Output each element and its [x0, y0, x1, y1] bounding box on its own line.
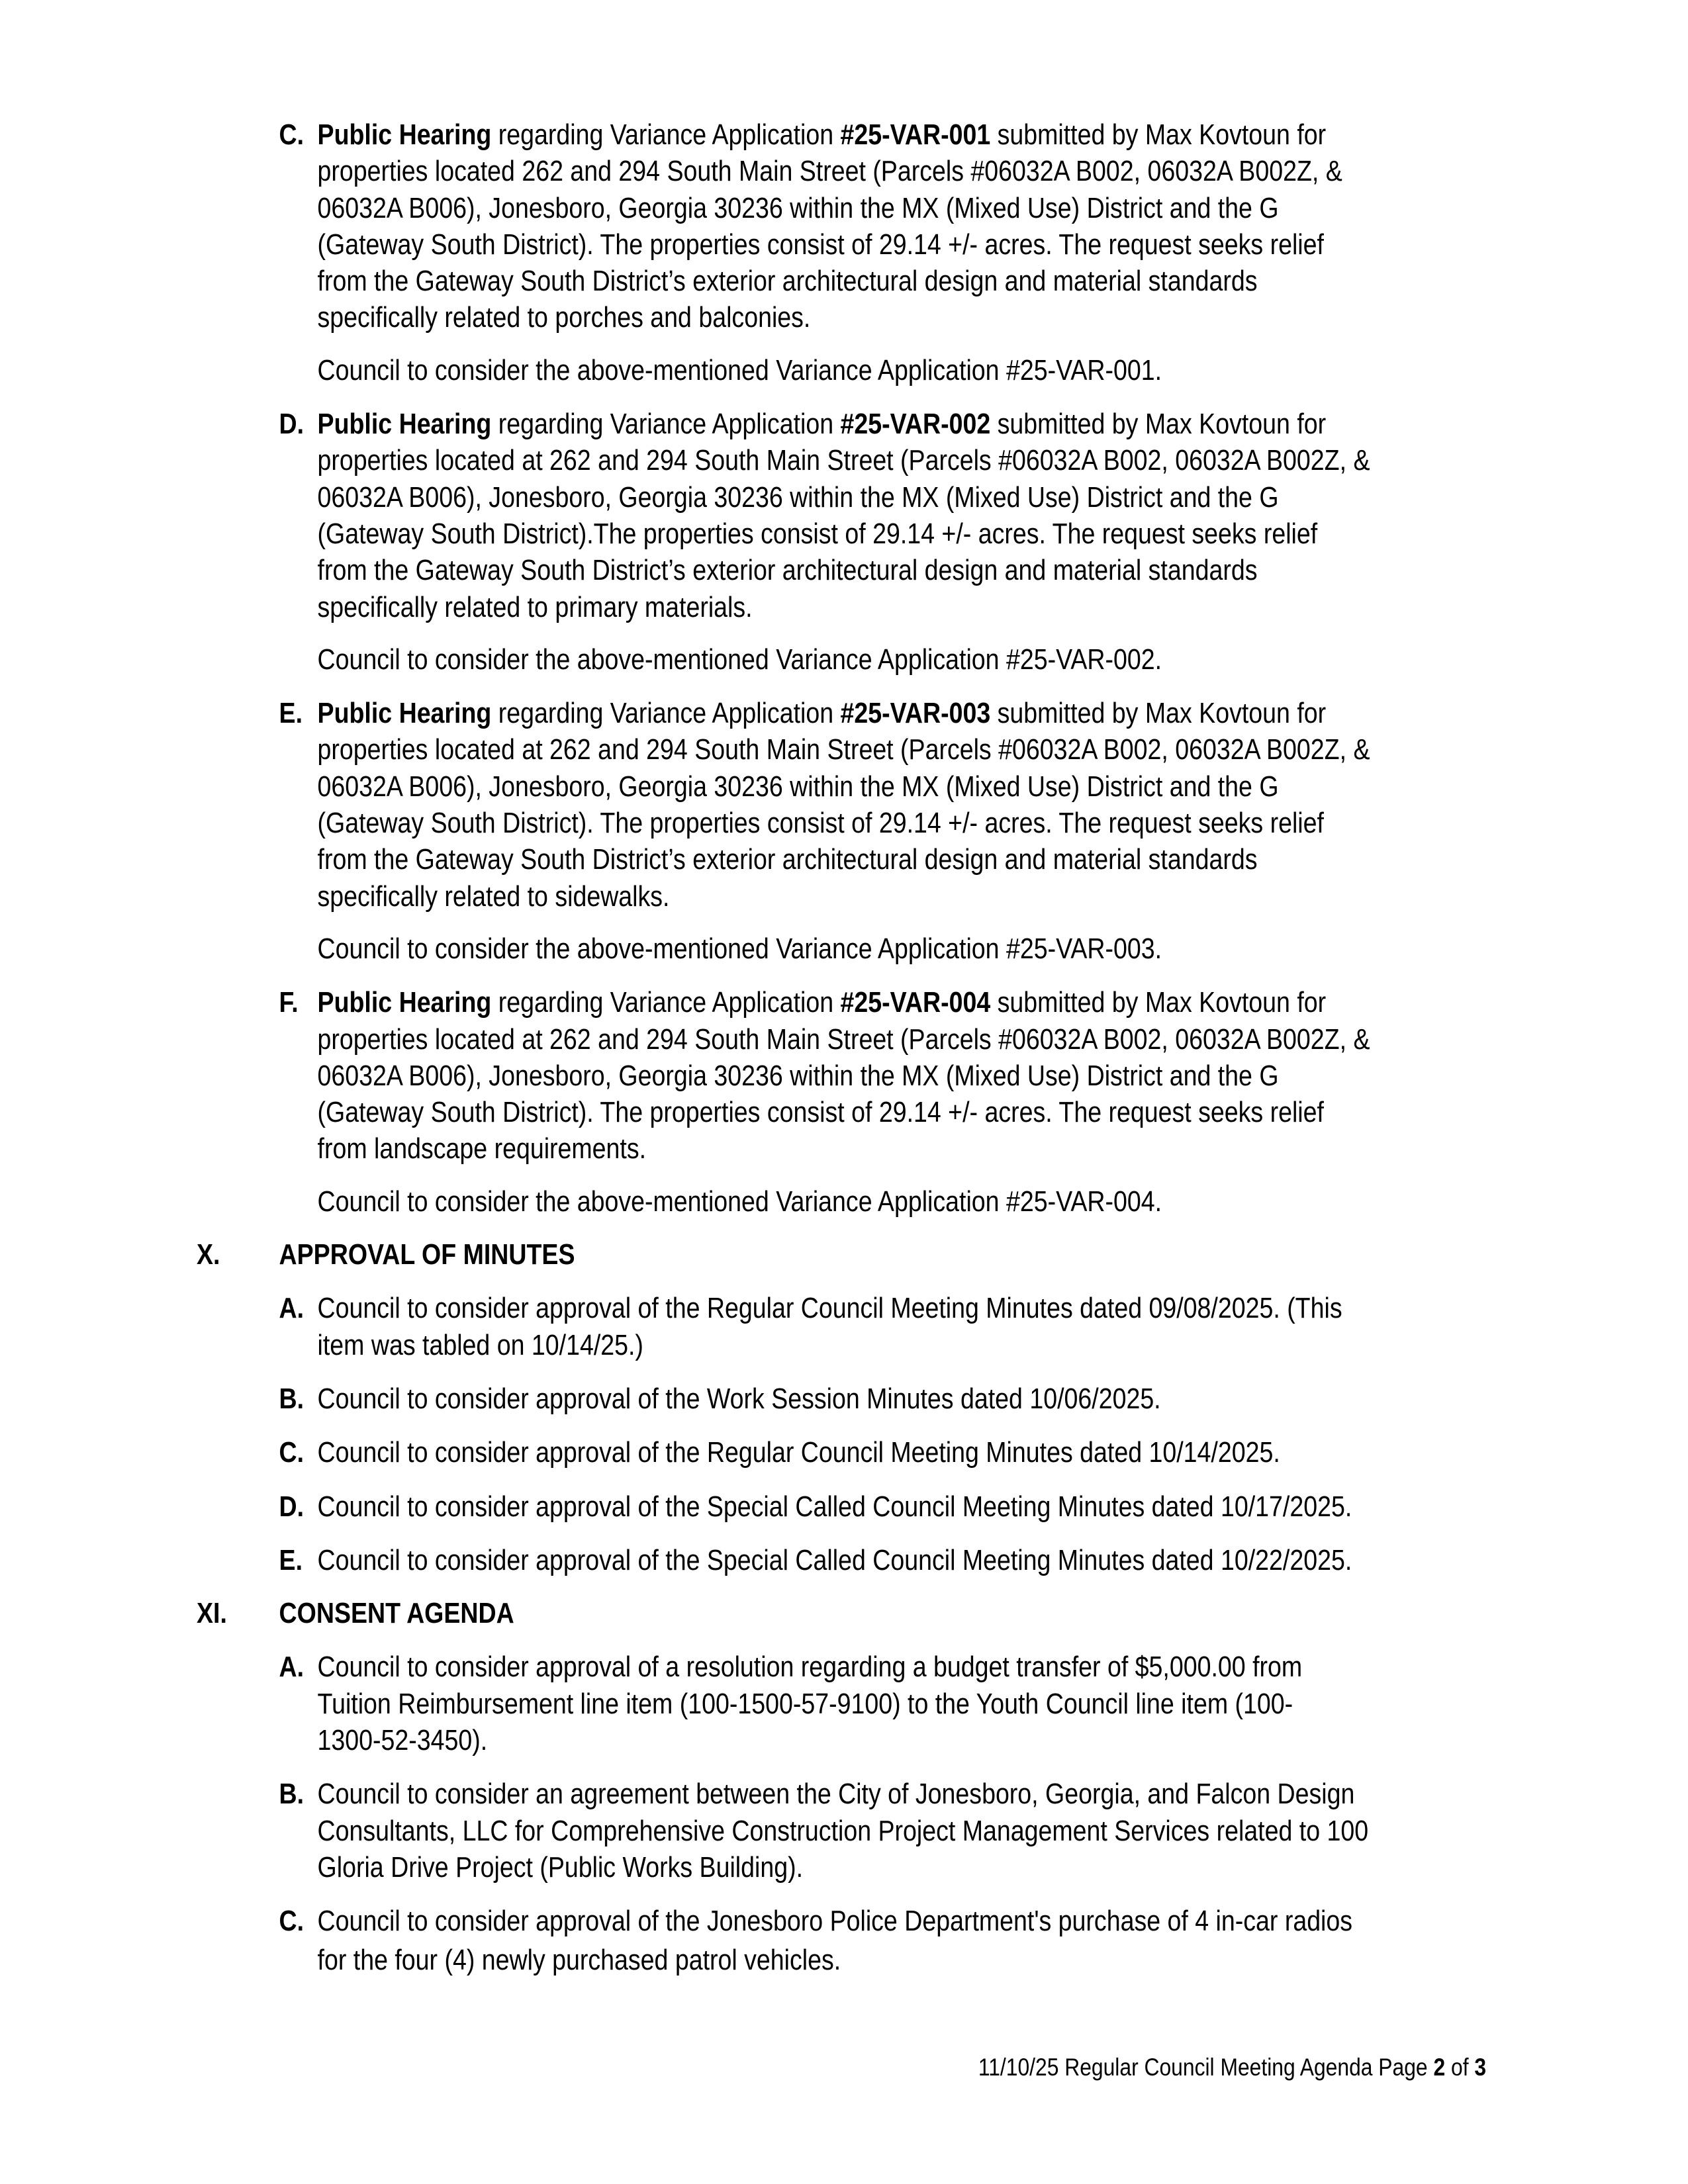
item-line: 06032A B006), Jonesboro, Georgia 30236 within the MX (Mixed Use) District and the G [317, 770, 1279, 803]
item-letter: E. [279, 697, 303, 730]
item-line: Tuition Reimbursement line item (100-1500-57-9100) to the Youth Council line item (100- [317, 1687, 1293, 1720]
item-line: Council to consider approval of a resolution regarding a budget transfer of $5,000.00 from [317, 1651, 1303, 1684]
footer-of: of [1445, 2054, 1475, 2081]
item-line: 1300-52-3450). [317, 1723, 488, 1756]
section-approval-of-minutes [197, 1236, 1439, 1273]
council-consider-note: Council to consider the above-mentioned Variance Application #25-VAR-002. [317, 643, 1162, 676]
section-consent-agenda [197, 1595, 1439, 1631]
item-letter: D. [279, 408, 305, 441]
application-number: #25-VAR-001 [840, 118, 991, 151]
item-line: Council to consider approval of the Regular Council Meeting Minutes dated 10/14/2025. [317, 1436, 1280, 1469]
item-line: specifically related to porches and balconies. [317, 301, 811, 334]
item-text: submitted by Max Kovtoun for [990, 986, 1327, 1019]
application-number: #25-VAR-004 [840, 986, 991, 1019]
agenda-item-hearing [197, 406, 1439, 625]
item-letter: B. [279, 1382, 305, 1415]
minutes-item [197, 1542, 1439, 1578]
item-text: regarding Variance Application [491, 697, 841, 730]
item-line: properties located at 262 and 294 South Main Street (Parcels #06032A B002, 06032A B002Z, & [317, 444, 1370, 477]
consent-item [197, 1903, 1439, 1979]
item-line: properties located at 262 and 294 South Main Street (Parcels #06032A B002, 06032A B002Z, & [317, 733, 1370, 766]
item-line: properties located 262 and 294 South Main Street (Parcels #06032A B002, 06032A B002Z, & [317, 155, 1342, 188]
minutes-item [197, 1381, 1439, 1417]
council-consider-note: Council to consider the above-mentioned Variance Application #25-VAR-001. [317, 353, 1162, 387]
total-pages-number: 3 [1474, 2054, 1486, 2081]
page-footer [978, 2054, 1486, 2081]
item-first-line [318, 984, 1439, 1021]
item-line: Council to consider approval of the Special Called Council Meeting Minutes dated 10/22/2025. [317, 1543, 1352, 1576]
council-consider-note: Council to consider the above-mentioned Variance Application #25-VAR-003. [317, 932, 1162, 965]
item-line: from landscape requirements. [317, 1132, 647, 1165]
section-title: APPROVAL OF MINUTES [279, 1238, 575, 1271]
agenda-item-hearing [197, 695, 1439, 915]
item-line: from the Gateway South District’s exterior architectural design and material standards [317, 843, 1258, 876]
item-line: Consultants, LLC for Comprehensive Construction Project Management Services related to 100 [317, 1814, 1369, 1847]
item-first-line [318, 116, 1439, 153]
item-line: specifically related to primary materials. [317, 590, 753, 623]
public-hearing-label: Public Hearing [317, 986, 492, 1019]
item-line: from the Gateway South District’s exterior architectural design and material standards [317, 554, 1258, 587]
item-line: (Gateway South District). The properties consist of 29.14 +/- acres. The request seeks relief [317, 228, 1324, 261]
item-line: Council to consider approval of the Work Session Minutes dated 10/06/2025. [317, 1382, 1161, 1415]
item-line: item was tabled on 10/14/25.) [317, 1328, 643, 1361]
item-line: 06032A B006), Jonesboro, Georgia 30236 within the MX (Mixed Use) District and the G [317, 1059, 1279, 1092]
item-letter: E. [279, 1543, 303, 1576]
item-letter: C. [279, 1905, 305, 1938]
item-line: (Gateway South District). The properties consist of 29.14 +/- acres. The request seeks relief [317, 807, 1324, 840]
public-hearing-label: Public Hearing [317, 118, 492, 151]
item-line: (Gateway South District).The properties consist of 29.14 +/- acres. The request seeks relief [317, 517, 1318, 550]
item-line: Council to consider approval of the Regular Council Meeting Minutes dated 09/08/2025. (This [317, 1292, 1342, 1325]
item-letter: C. [279, 1436, 305, 1469]
item-line: Council to consider approval of the Jonesboro Police Department's purchase of 4 in-car radios [317, 1905, 1353, 1938]
item-line: Gloria Drive Project (Public Works Building). [317, 1850, 804, 1884]
footer-text: 11/10/25 Regular Council Meeting Agenda Page [978, 2054, 1434, 2081]
consent-item [197, 1649, 1439, 1758]
current-page-number: 2 [1433, 2054, 1446, 2081]
item-line: 06032A B006), Jonesboro, Georgia 30236 within the MX (Mixed Use) District and the G [317, 480, 1279, 514]
minutes-item [197, 1488, 1439, 1525]
item-line: for the four (4) newly purchased patrol vehicles. [317, 1944, 841, 1977]
item-line: properties located at 262 and 294 South Main Street (Parcels #06032A B002, 06032A B002Z, & [317, 1023, 1370, 1056]
item-letter: F. [279, 986, 299, 1019]
item-text: regarding Variance Application [491, 118, 841, 151]
section-title: CONSENT AGENDA [279, 1597, 514, 1630]
agenda-content [197, 116, 1439, 1979]
item-letter: B. [279, 1778, 305, 1811]
item-line: Council to consider an agreement between the City of Jonesboro, Georgia, and Falcon Design [317, 1778, 1355, 1811]
consent-item [197, 1776, 1439, 1886]
application-number: #25-VAR-003 [840, 697, 991, 730]
section-numeral: X. [197, 1238, 220, 1271]
item-line: Council to consider approval of the Special Called Council Meeting Minutes dated 10/17/2025. [317, 1490, 1352, 1523]
item-first-line [318, 695, 1439, 731]
item-line: from the Gateway South District’s exterior architectural design and material standards [317, 265, 1258, 298]
item-text: submitted by Max Kovtoun for [990, 697, 1327, 730]
minutes-item [197, 1434, 1439, 1471]
section-numeral: XI. [197, 1597, 227, 1630]
public-hearing-label: Public Hearing [317, 408, 492, 441]
item-text: regarding Variance Application [491, 986, 841, 1019]
item-text: submitted by Max Kovtoun for [990, 408, 1327, 441]
item-text: regarding Variance Application [491, 408, 841, 441]
application-number: #25-VAR-002 [840, 408, 991, 441]
item-letter: C. [279, 118, 305, 151]
minutes-item [197, 1290, 1439, 1363]
item-line: specifically related to sidewalks. [317, 880, 670, 913]
item-text: submitted by Max Kovtoun for [990, 118, 1327, 151]
item-letter: A. [279, 1292, 305, 1325]
agenda-item-hearing [197, 984, 1439, 1167]
public-hearing-label: Public Hearing [317, 697, 492, 730]
item-line: (Gateway South District). The properties consist of 29.14 +/- acres. The request seeks relief [317, 1096, 1324, 1129]
item-line: 06032A B006), Jonesboro, Georgia 30236 within the MX (Mixed Use) District and the G [317, 191, 1279, 224]
item-letter: D. [279, 1490, 305, 1523]
item-first-line [318, 406, 1439, 442]
agenda-item-hearing [197, 116, 1439, 336]
item-letter: A. [279, 1651, 305, 1684]
council-consider-note: Council to consider the above-mentioned Variance Application #25-VAR-004. [317, 1185, 1162, 1218]
